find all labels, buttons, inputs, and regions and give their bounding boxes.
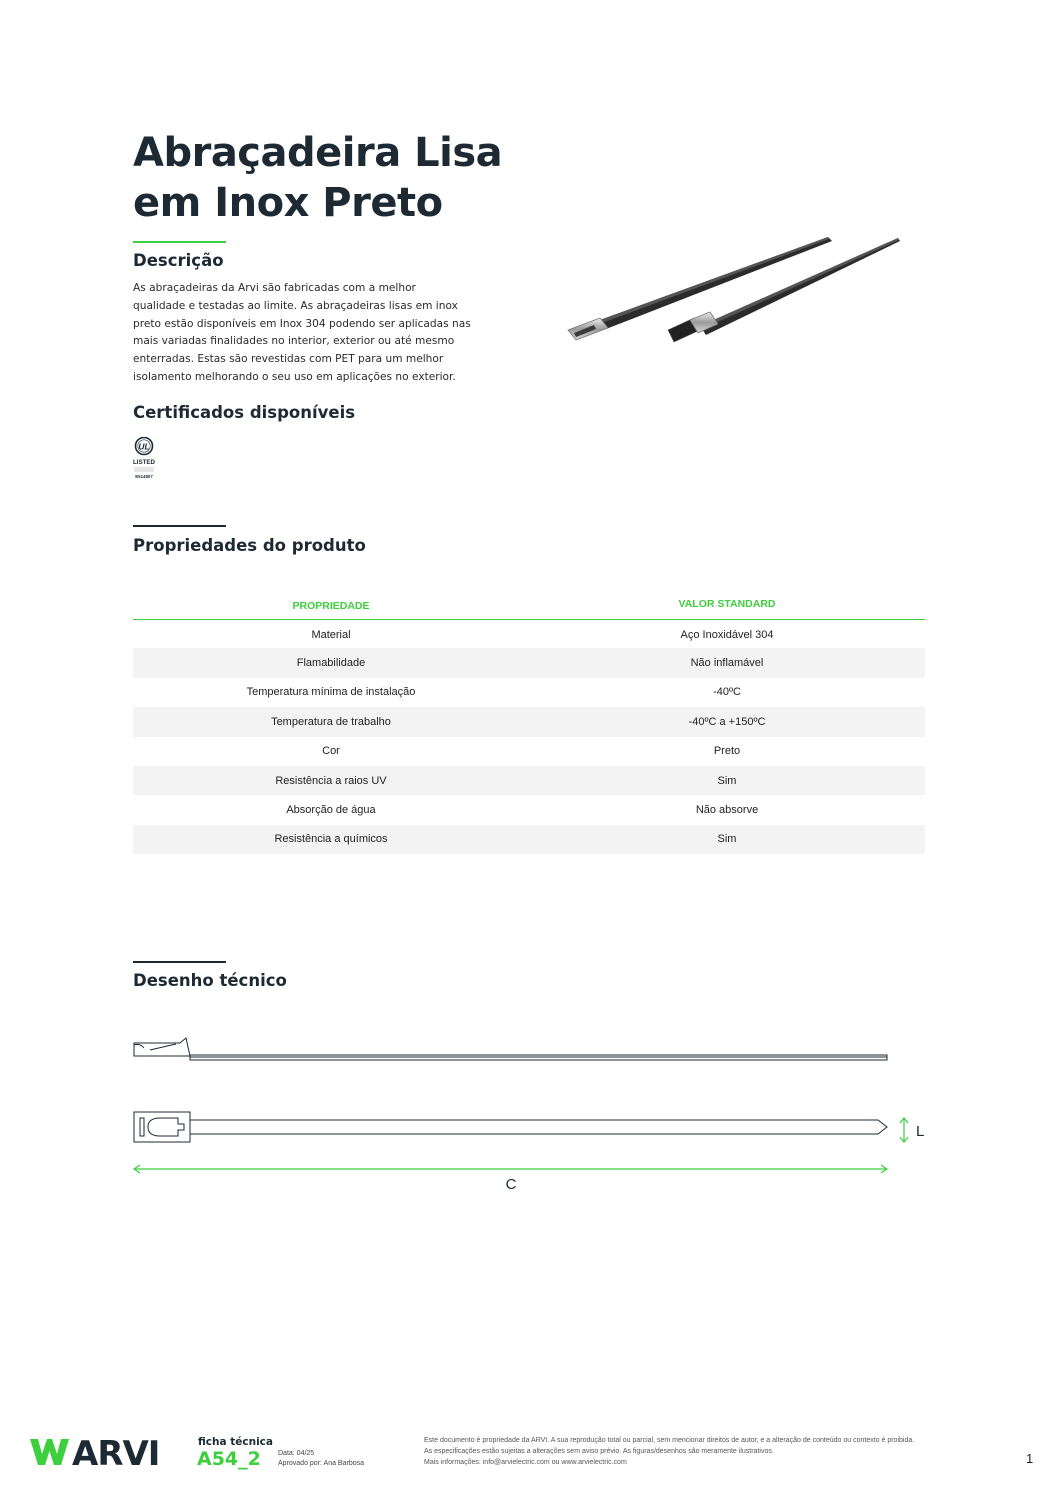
column-header-property: PROPRIEDADE bbox=[292, 600, 370, 613]
property-cell: Resistência a químicos bbox=[133, 825, 529, 854]
table-row bbox=[133, 766, 925, 795]
description-line: qualidade e testadas ao limite. As abraçadeiras lisas em inox bbox=[133, 299, 458, 312]
property-cell: Cor bbox=[322, 745, 340, 758]
page-title bbox=[133, 128, 502, 228]
property-cell: Material bbox=[311, 629, 351, 642]
page-number: 1 bbox=[1026, 1451, 1034, 1466]
table-row bbox=[133, 825, 925, 854]
length-label: C bbox=[505, 1176, 517, 1193]
drawing-accent-line bbox=[133, 961, 226, 963]
description-line: mais variadas finalidades no interior, exterior ou até mesmo bbox=[133, 335, 455, 348]
description-accent-line bbox=[133, 241, 226, 243]
certificates-heading: Certificados disponíveis bbox=[133, 403, 356, 422]
ul-listed-icon bbox=[133, 437, 157, 481]
property-cell: Temperatura de trabalho bbox=[133, 707, 529, 736]
value-cell: Aço Inoxidável 304 bbox=[680, 629, 774, 642]
title-line-1: Abraçadeira Lisa bbox=[133, 130, 503, 176]
legal-line-1: Este documento é propriedade da ARVI. A sua reprodução total ou parcial, sem mencionar direitos de autor, e a alteração de conteúdo ou contexto é proibida. bbox=[424, 1437, 915, 1444]
ficha-label: ficha técnica bbox=[198, 1436, 273, 1448]
value-cell: Não absorve bbox=[695, 804, 759, 817]
legal-line-3: Mais informações: info@arvielectric.com ou www.arvielectric.com bbox=[424, 1459, 627, 1466]
logo-text: ARVI bbox=[72, 1436, 160, 1468]
top-view bbox=[134, 1112, 887, 1142]
ul-listed-text: LISTED bbox=[133, 459, 156, 466]
property-cell: Flamabilidade bbox=[133, 648, 529, 677]
value-cell: Sim bbox=[529, 766, 925, 795]
ficha-code: A54_2 bbox=[197, 1448, 261, 1470]
table-row bbox=[133, 707, 925, 736]
date-text: Data: 04/25 bbox=[278, 1450, 315, 1457]
description-line: preto estão disponíveis em Inox 304 podendo ser aplicadas nas bbox=[133, 317, 471, 330]
legal-line-2: As especificações estão sujeitas a alterações sem aviso prévio. As figuras/desenhos são meramente ilustrativos. bbox=[424, 1448, 774, 1455]
approved-text: Aprovado por: Ana Barbosa bbox=[278, 1460, 365, 1467]
properties-accent-line bbox=[133, 525, 226, 527]
table-row bbox=[133, 678, 925, 707]
description-line: isolamento melhorando o seu uso em aplicações no exterior. bbox=[133, 370, 456, 383]
product-photo bbox=[560, 232, 905, 347]
property-cell: Absorção de água bbox=[286, 804, 376, 817]
side-view bbox=[134, 1038, 887, 1060]
column-header-value: VALOR STANDARD bbox=[678, 598, 776, 611]
property-cell: Resistência a raios UV bbox=[133, 766, 529, 795]
width-dimension bbox=[900, 1118, 908, 1142]
description-line: enterradas. Estas são revestidas com PET para um melhor bbox=[133, 353, 444, 366]
table-row bbox=[133, 737, 925, 766]
properties-table bbox=[133, 588, 925, 854]
property-cell: Temperatura mínima de instalação bbox=[246, 686, 416, 699]
arvi-logo bbox=[30, 1436, 175, 1468]
width-label: L bbox=[916, 1123, 925, 1140]
technical-drawing bbox=[130, 1030, 930, 1200]
description-text bbox=[133, 280, 473, 387]
length-dimension bbox=[134, 1165, 887, 1173]
value-cell: -40ºC bbox=[713, 686, 741, 699]
value-cell: Não inflamável bbox=[529, 648, 925, 677]
value-cell: Sim bbox=[529, 825, 925, 854]
title-line-2: em Inox Preto bbox=[133, 180, 443, 226]
drawing-heading: Desenho técnico bbox=[133, 971, 287, 990]
table-row bbox=[133, 795, 925, 824]
table-row bbox=[133, 648, 925, 677]
description-heading: Descrição bbox=[133, 251, 224, 270]
svg-text:UL: UL bbox=[138, 441, 150, 452]
description-line: As abraçadeiras da Arvi são fabricadas com a melhor bbox=[133, 282, 416, 294]
value-cell: -40ºC a +150ºC bbox=[529, 707, 925, 736]
value-cell: Preto bbox=[713, 745, 741, 758]
table-header-row bbox=[133, 588, 925, 619]
ul-code-text: E514807 bbox=[135, 474, 153, 479]
table-row bbox=[133, 619, 925, 648]
properties-heading: Propriedades do produto bbox=[133, 536, 366, 555]
